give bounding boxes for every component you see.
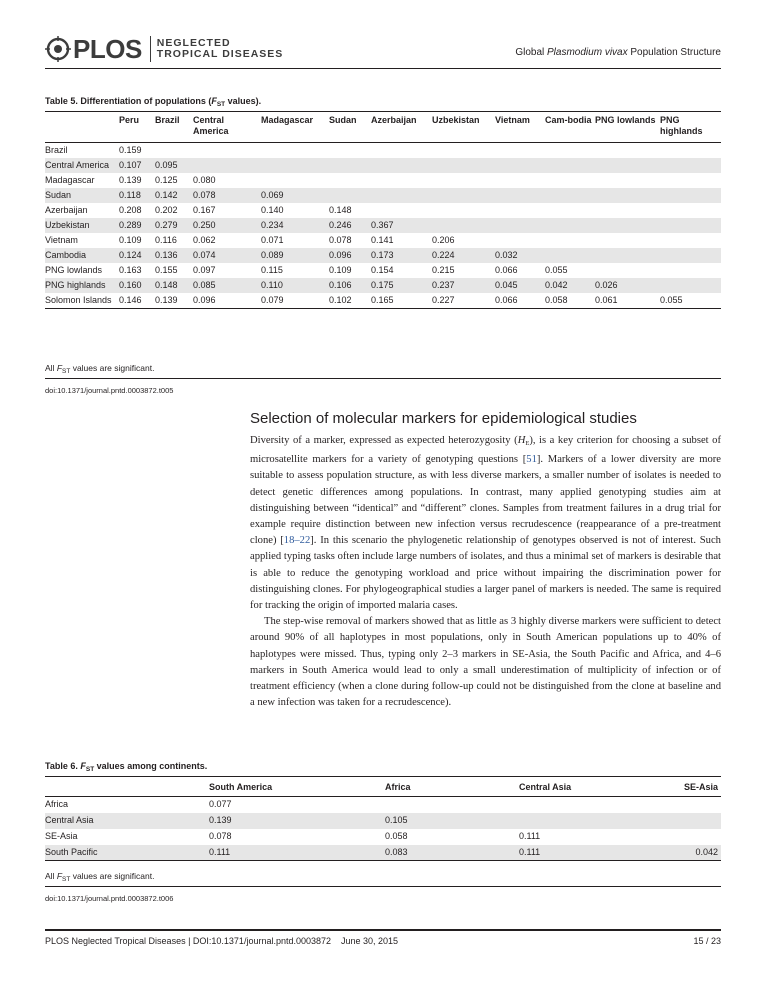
table-cell (660, 278, 721, 293)
table-cell (595, 263, 660, 278)
table-cell (545, 248, 595, 263)
table-cell (545, 203, 595, 218)
logo-wordmark: PLOS (73, 34, 142, 64)
table5-footnote-var: F (56, 363, 63, 373)
table-cell: 0.125 (155, 175, 178, 185)
table-cell (329, 143, 371, 159)
table-cell: 0.102 (329, 295, 352, 305)
citation-link[interactable]: 18–22 (283, 535, 311, 547)
table-cell: 0.237 (432, 280, 455, 290)
table-cell: 0.097 (193, 265, 216, 275)
table-row (45, 263, 721, 278)
table6-caption (45, 761, 207, 773)
table-cell: 0.111 (519, 846, 541, 857)
table-cell (495, 143, 545, 159)
table-cell: 0.045 (495, 280, 518, 290)
running-head-italic: Plasmodium vivax (547, 47, 628, 58)
table-cell (495, 203, 545, 218)
table-cell: 0.175 (371, 280, 394, 290)
table-cell: 0.148 (329, 205, 352, 215)
table-cell: 0.109 (329, 265, 352, 275)
table6-caption-pre: Table 6. (45, 761, 81, 771)
table-row (45, 813, 721, 829)
table-cell: 0.058 (545, 295, 568, 305)
table-cell: 0.234 (261, 220, 284, 230)
p1-part-c: ]. Markers of a lower diversity are more suitable to assess population structure, as with less diverse markers, a smaller number of isolates is needed to detect genetic differences among populations. In contrast, many applied genotyping studies aim at distinguishing between “identical” and “different” clones. Samples from treatment failures in a drug trial for example require distinction between new infection versus recrudescence (reappearance of a pre-treatment clone) [ (250, 454, 721, 547)
table-cell: 0.142 (155, 190, 178, 200)
table-cell (660, 143, 721, 159)
table-cell: 0.139 (155, 295, 178, 305)
table-cell: 0.208 (119, 205, 142, 215)
table-cell (545, 233, 595, 248)
table-cell: 0.106 (329, 280, 352, 290)
table6-caption-sub: ST (85, 766, 95, 773)
table6-caption-var: F (80, 761, 86, 771)
table-cell (432, 203, 495, 218)
table-cell: 0.140 (261, 205, 284, 215)
column-header: Madagascar (261, 115, 314, 125)
column-header: Peru (119, 115, 140, 125)
table-cell: 0.058 (385, 830, 408, 841)
table-cell: 0.159 (119, 143, 155, 159)
journal-name-line2: TROPICAL DISEASES (156, 48, 284, 60)
table-cell: 0.061 (595, 295, 618, 305)
column-header: SE-Asia (683, 782, 718, 792)
table-cell: 0.026 (595, 280, 618, 290)
plos-emblem-icon (45, 36, 71, 62)
row-label: PNG highlands (45, 280, 106, 290)
table5-footnote-sub: ST (62, 368, 71, 375)
table-cell (193, 158, 261, 173)
table-row (45, 203, 721, 218)
row-label: Madagascar (45, 175, 95, 185)
table-cell: 0.111 (209, 846, 231, 857)
page-header (45, 33, 721, 69)
table-cell (519, 797, 653, 813)
table-row (45, 797, 721, 813)
table-cell: 0.069 (261, 190, 284, 200)
row-label: Cambodia (45, 250, 87, 260)
table-cell: 0.139 (209, 814, 232, 825)
table-cell (545, 173, 595, 188)
table-cell (660, 173, 721, 188)
p1-part-a: Diversity of a marker, expressed as expected heterozygosity ( (250, 435, 518, 446)
table-cell: 0.167 (193, 205, 216, 215)
table6-footnote-var: F (56, 871, 63, 881)
table-cell: 0.096 (193, 295, 216, 305)
plos-logo (45, 33, 283, 65)
row-label: Solomon Islands (45, 295, 112, 305)
footer-citation: PLOS Neglected Tropical Diseases | DOI:10.1371/journal.pntd.0003872 June 30, 2015 (45, 936, 399, 946)
table5-caption-sub: ST (216, 101, 226, 108)
table-cell: 0.078 (209, 830, 232, 841)
table-cell (329, 173, 371, 188)
table-cell (261, 158, 329, 173)
table-row (45, 278, 721, 293)
table-cell: 0.279 (155, 220, 178, 230)
table-row (45, 829, 721, 845)
table-cell (660, 218, 721, 233)
row-label: Uzbekistan (45, 220, 90, 230)
table-cell (329, 158, 371, 173)
table-cell (495, 158, 545, 173)
table-cell (432, 188, 495, 203)
table-cell (653, 813, 721, 829)
table6-footnote (45, 871, 154, 883)
table-cell (329, 188, 371, 203)
table-cell (495, 173, 545, 188)
p1-he: H (517, 435, 526, 446)
table6 (45, 776, 721, 861)
column-header: Brazil (155, 115, 180, 125)
table-cell (660, 248, 721, 263)
table-cell (595, 203, 660, 218)
section-body (250, 433, 721, 711)
table-cell: 0.079 (261, 295, 284, 305)
table6-header-row (45, 777, 721, 797)
table-cell: 0.111 (519, 830, 541, 841)
table-cell: 0.115 (261, 265, 283, 275)
table5-header-row (45, 112, 721, 143)
table-cell (595, 248, 660, 263)
table-row (45, 218, 721, 233)
table-cell (545, 218, 595, 233)
column-header: PNG lowlands (595, 115, 656, 125)
row-label: Sudan (45, 190, 72, 200)
table-cell (595, 173, 660, 188)
column-header: Africa (385, 782, 411, 792)
table-cell: 0.146 (119, 295, 142, 305)
table5-footnote-post: values are significant. (70, 363, 155, 373)
table-cell: 0.077 (209, 799, 232, 809)
table-row (45, 248, 721, 263)
table-cell (660, 233, 721, 248)
table-cell (495, 218, 545, 233)
table6-body (45, 797, 721, 861)
row-label: South Pacific (45, 846, 98, 857)
table-cell (495, 188, 545, 203)
table-cell (595, 158, 660, 173)
table-cell: 0.110 (261, 280, 283, 290)
table-row (45, 158, 721, 173)
table-cell (653, 829, 721, 845)
table-cell (432, 218, 495, 233)
p1-part-b: ), is a key criterion for choosing a subset of microsatellite markers for a variety of genotyping questions [ (250, 435, 721, 466)
table-cell (519, 813, 653, 829)
row-label: Central Asia (45, 814, 94, 825)
citation-link[interactable]: 51 (526, 454, 537, 466)
running-head-post: Population Structure (627, 47, 721, 58)
column-header: Sudan (329, 115, 357, 125)
table5-caption-post: values). (225, 96, 262, 106)
table-cell (545, 188, 595, 203)
table-cell: 0.042 (545, 280, 568, 290)
table-cell: 0.224 (432, 250, 455, 260)
running-head (515, 47, 721, 58)
table-cell: 0.055 (660, 295, 683, 305)
row-label: PNG lowlands (45, 265, 103, 275)
table-cell (595, 188, 660, 203)
table6-footnote-post: values are significant. (70, 871, 155, 881)
table5 (45, 111, 721, 309)
column-header: Azerbaijan (371, 115, 417, 125)
journal-name-line1: NEGLECTED (156, 37, 231, 49)
table-cell: 0.083 (385, 846, 408, 857)
table-cell: 0.116 (155, 235, 177, 245)
row-label: Brazil (45, 143, 119, 159)
table-cell (261, 143, 329, 159)
table6-footnote-pre: All (45, 871, 57, 881)
table-cell (595, 233, 660, 248)
row-label: SE-Asia (45, 830, 78, 841)
row-label: Vietnam (45, 235, 78, 245)
table-cell (660, 188, 721, 203)
table5-caption-var: F (211, 96, 217, 106)
table-cell: 0.055 (545, 265, 568, 275)
table-cell: 0.032 (495, 250, 518, 260)
table-cell (371, 158, 432, 173)
table-cell: 0.109 (119, 235, 142, 245)
table-cell: 0.367 (371, 220, 394, 230)
table5-caption (45, 96, 261, 108)
table-cell: 0.165 (371, 295, 394, 305)
table-cell: 0.124 (119, 250, 142, 260)
table-cell: 0.042 (695, 846, 718, 857)
table-row (45, 188, 721, 203)
table6-doi[interactable]: doi:10.1371/journal.pntd.0003872.t006 (45, 894, 174, 903)
row-label: Azerbaijan (45, 205, 88, 215)
table-cell: 0.163 (119, 265, 142, 275)
table-cell: 0.173 (371, 250, 394, 260)
table-cell (432, 173, 495, 188)
journal-name (157, 38, 284, 60)
table6-footnote-sub: ST (62, 876, 71, 883)
table5-footnote-rule (45, 378, 721, 379)
table-cell: 0.062 (193, 235, 216, 245)
table-cell: 0.154 (371, 265, 394, 275)
table5-caption-pre: Table 5. Differentiation of populations ( (45, 96, 212, 106)
table-cell: 0.246 (329, 220, 352, 230)
table5-footnote-pre: All (45, 363, 57, 373)
table-cell: 0.202 (155, 205, 178, 215)
running-head-pre: Global (515, 47, 548, 58)
paragraph-2: The step-wise removal of markers showed that as little as 3 highly diverse markers were sufficient to detect around 90% of all haplotypes in most populations, only in South American populations up to 40% of haplotypes were missed. Thus, typing only 2–3 markers in SE-Asia, the South Pacific and Africa, and 4–6 markers in South America would lead to only a small underestimation of multiplicity of infection or of treatment efficiency (when a clone during follow-up could not be distinguished from the clone at baseline and a new infection was taken for a recrudescence). (250, 616, 721, 709)
column-header-stub (45, 112, 119, 143)
table-cell: 0.107 (119, 160, 142, 170)
paragraph-1 (250, 433, 721, 614)
row-label: Africa (45, 799, 69, 809)
page-footer (45, 929, 721, 946)
table6-caption-post: values among continents. (94, 761, 208, 771)
table-cell: 0.160 (119, 280, 142, 290)
table-cell (595, 143, 660, 159)
table-cell (371, 203, 432, 218)
table-cell: 0.250 (193, 220, 216, 230)
table-cell: 0.066 (495, 295, 518, 305)
table-cell: 0.095 (155, 160, 178, 170)
table-cell: 0.085 (193, 280, 216, 290)
page-number: 15 / 23 (693, 936, 721, 946)
table-cell (660, 263, 721, 278)
table-cell (660, 203, 721, 218)
table-row (45, 173, 721, 188)
table-cell: 0.105 (385, 814, 408, 825)
column-header-stub (45, 777, 209, 797)
section-heading: Selection of molecular markers for epidemiological studies (250, 410, 637, 427)
column-header: Central Asia (519, 782, 572, 792)
table-cell: 0.096 (329, 250, 352, 260)
table-cell (595, 218, 660, 233)
table6-footnote-rule (45, 886, 721, 887)
table-cell: 0.206 (432, 235, 455, 245)
table-row (45, 233, 721, 248)
table-cell: 0.066 (495, 265, 518, 275)
column-header: South America (209, 782, 273, 792)
table-cell (545, 158, 595, 173)
table-cell (545, 143, 595, 159)
logo-divider (150, 36, 151, 62)
table-cell: 0.155 (155, 265, 178, 275)
table-cell: 0.141 (371, 235, 394, 245)
table-cell: 0.078 (193, 190, 216, 200)
table-cell (495, 233, 545, 248)
table-cell: 0.118 (119, 190, 141, 200)
table-cell: 0.289 (119, 220, 142, 230)
table-cell (660, 158, 721, 173)
table-row (45, 143, 721, 159)
table-cell (653, 797, 721, 813)
table-cell: 0.148 (155, 280, 178, 290)
table-cell: 0.089 (261, 250, 284, 260)
table-cell: 0.136 (155, 250, 178, 260)
table5-doi[interactable]: doi:10.1371/journal.pntd.0003872.t005 (45, 386, 174, 395)
table-cell: 0.071 (261, 235, 284, 245)
table-cell: 0.215 (432, 265, 455, 275)
column-header: Cam-bodia (545, 115, 592, 125)
table-cell (371, 173, 432, 188)
column-header: Central America (193, 115, 229, 136)
table-row (45, 293, 721, 309)
table-cell (155, 143, 193, 159)
table-cell: 0.074 (193, 250, 216, 260)
table-cell (261, 173, 329, 188)
table-cell (432, 158, 495, 173)
table5-body (45, 143, 721, 309)
table-row (45, 845, 721, 861)
table-cell (371, 143, 432, 159)
table-cell (193, 143, 261, 159)
column-header: Vietnam (495, 115, 530, 125)
table-cell (432, 143, 495, 159)
table-cell: 0.139 (119, 175, 142, 185)
p1-he-sub: E (525, 440, 530, 447)
row-label: Central America (45, 160, 110, 170)
column-header: Uzbekistan (432, 115, 480, 125)
table-cell (371, 188, 432, 203)
p1-part-d: ]. In this scenario the phylogenetic relationship of genotypes observed is not of interest. Such applied typing tasks often include large numbers of isolates, and thus a minimal set of markers is desirable that is able to reduce the genotyping workload and price without impairing the discrimination power for distinguishing clones. For phylogeographical studies a larger panel of markers is needed. The same is required for tracking the origin of imported malaria cases. (250, 535, 721, 612)
table-cell: 0.078 (329, 235, 352, 245)
table-cell: 0.227 (432, 295, 455, 305)
column-header: PNG highlands (660, 115, 703, 136)
table-cell: 0.080 (193, 175, 216, 185)
table-cell (385, 797, 519, 813)
table5-footnote (45, 363, 154, 375)
